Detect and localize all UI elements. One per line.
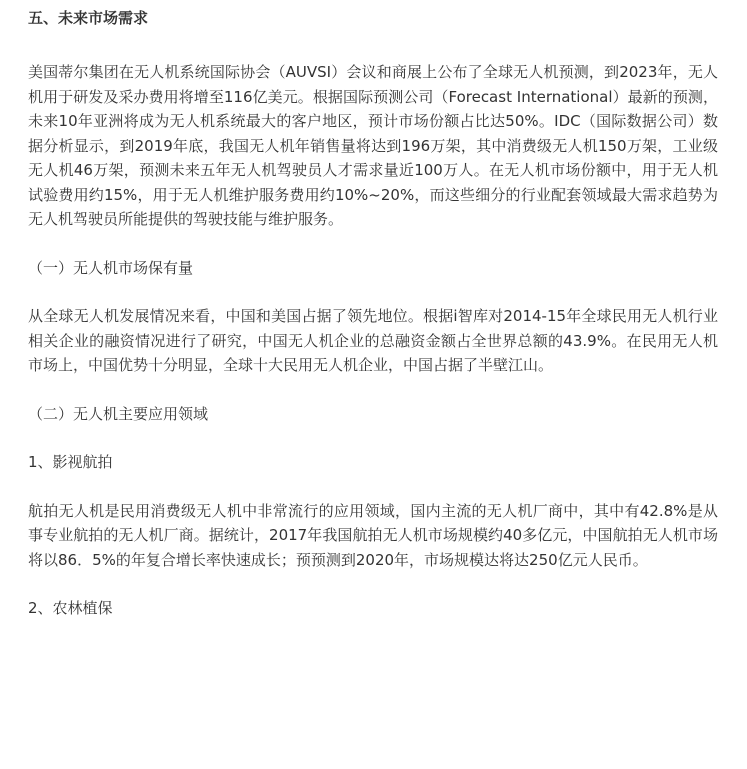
- paragraph-aerial-photography: 航拍无人机是民用消费级无人机中非常流行的应用领域，国内主流的无人机厂商中，其中有42.8%是从事专业航拍的无人机厂商。据统计，2017年我国航拍无人机市场规模约40多亿元，中国航拍无人机市场将以86．5%的年复合增长率快速成长；预预测到2020年，市场规模达将达250亿元人民币。: [28, 501, 718, 569]
- section-title: 五、未来市场需求: [28, 9, 149, 27]
- subheading-application-fields: （二）无人机主要应用领域: [28, 404, 209, 423]
- paragraph-market-holdings: 从全球无人机发展情况来看，中国和美国占据了领先地位。根据i智库对2014-15年全球民用无人机行业相关企业的融资情况进行了研究，中国无人机企业的总融资金额占全世界总额的43.9%。在民用无人机市场上，中国优势十分明显，全球十大民用无人机企业，中国占据了半壁江山。: [28, 307, 718, 374]
- paragraph-future-demand: 美国蒂尔集团在无人机系统国际协会（AUVSI）会议和商展上公布了全球无人机预测，到2023年，无人机用于研发及采办费用将增至116亿美元。根据国际预测公司（Forecast International）最新的预测，未来10年亚洲将成为无人机系统最大的客户地区，预计市场份额占比达50%。IDC（国际数据公司）数据分析显示，到2019年底，我国无人机年销售量将达到196万架，其中消费级无人机150万架，工业级无人机46万架，预测未来五年无人机驾驶员人才需求量近100万人。在无人机市场份额中，用于无人机试验费用约15%，用于无人机维护服务费用约10%~20%，而这些细分的行业配套领域最大需求趋势为无人机驾驶员所能提供的驾驶技能与维护服务。: [28, 63, 718, 228]
- subheading-market-holdings: （一）无人机市场保有量: [28, 258, 194, 277]
- subheading-aerial-photography: 1、影视航拍: [28, 453, 113, 471]
- subheading-agriculture-forestry: 2、农林植保: [28, 599, 113, 617]
